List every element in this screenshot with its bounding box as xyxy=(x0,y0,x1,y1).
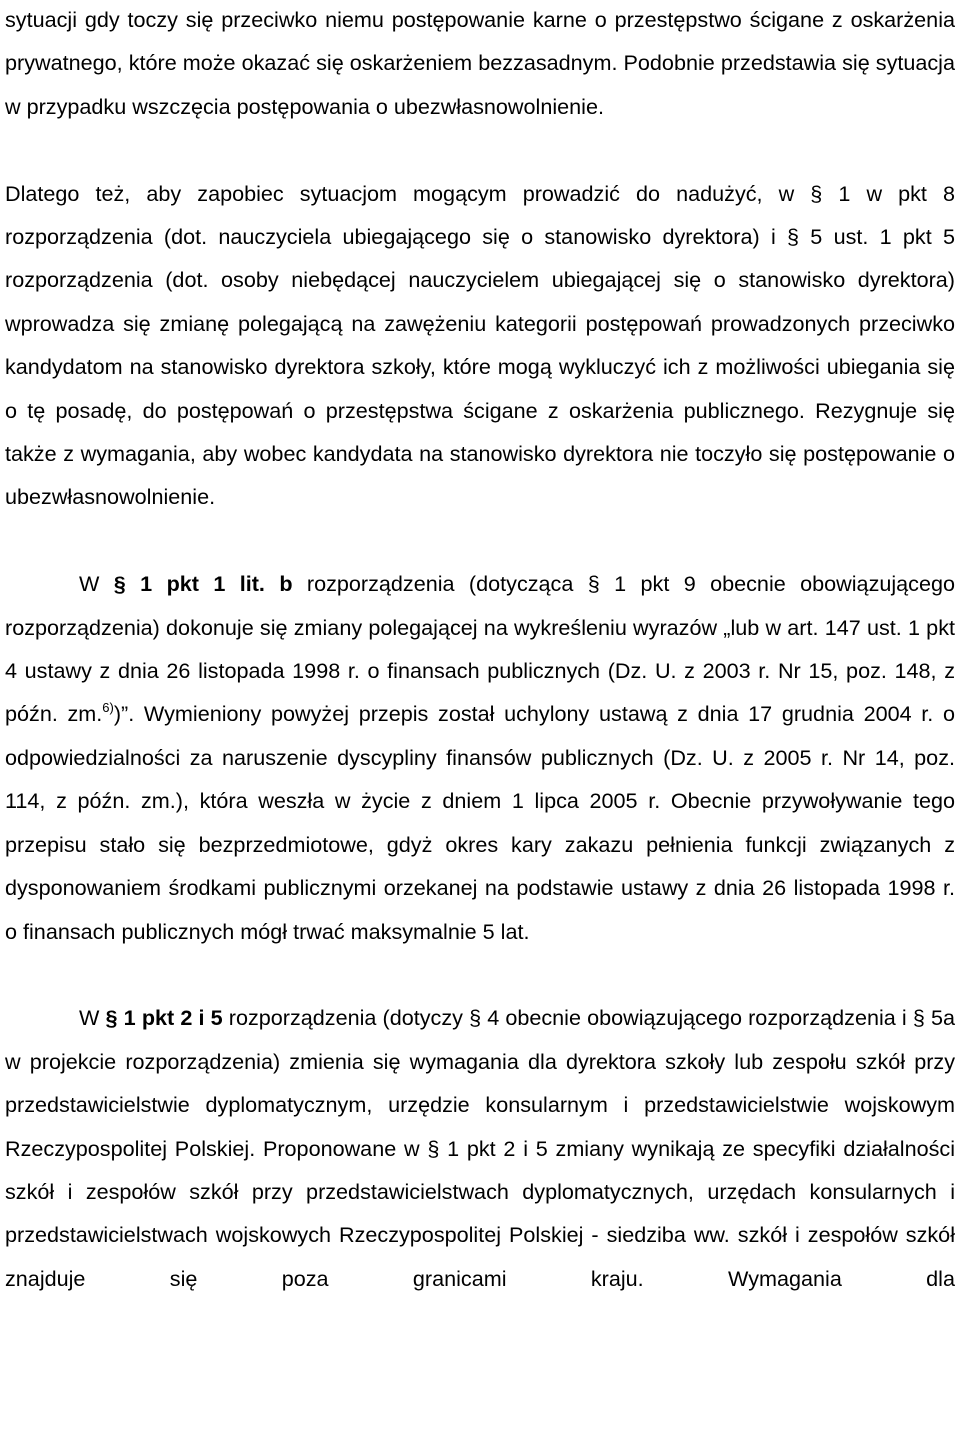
paragraph-2 xyxy=(5,172,955,519)
paragraph-1 xyxy=(5,0,955,128)
paragraph-2-text: Dlatego też, aby zapobiec sytuacjom mogącym prowadzić do nadużyć, w § 1 w pkt 8 rozporządzenia (dot. nauczyciela ubiegającego się o stanowisko dyrektora) i § 5 ust. 1 pkt 5 rozporządzenia (dot. osoby niebędącej nauczycielem ubiegającej się o stanowisko dyrektora) wprowadza się zmianę polegającą na zawężeniu kategorii postępowań prowadzonych przeciwko kandydatom na stanowisko dyrektora szkoły, które mogą wykluczyć ich z możliwości ubiegania się o tę posadę, do postępowań o przestępstwa ścigane z oskarżenia publicznego. Rezygnuje się także z wymagania, aby wobec kandydata na stanowisko dyrektora nie toczyło się postępowanie o ubezwłasnowolnienie. xyxy=(5,180,955,510)
paragraph-gap xyxy=(5,519,955,562)
paragraph-4 xyxy=(5,996,955,1300)
paragraph-4-reference: § 1 pkt 2 i 5 xyxy=(105,1005,223,1031)
paragraph-3-lead: W xyxy=(79,571,100,597)
paragraph-gap xyxy=(5,128,955,171)
paragraph-gap xyxy=(5,953,955,996)
paragraph-3-text-b: )”. Wymieniony powyżej przepis został uchylony ustawą z dnia 17 grudnia 2004 r. o odpowiedzialności za naruszenie dyscypliny finansów publicznych (Dz. U. z 2005 r. Nr 14, poz. 114, z późn. zm.), która weszła w życie z dniem 1 lipca 2005 r. Obecnie przywoływanie tego przepisu stało się bezprzedmiotowe, gdyż okres kary zakazu pełnienia funkcji związanych z dysponowaniem środkami publicznymi orzekanej na podstawie ustawy z dnia 26 listopada 1998 r. o finansach publicznych mógł trwać maksymalnie 5 lat. xyxy=(5,701,955,944)
paragraph-4-text: rozporządzenia (dotyczy § 4 obecnie obowiązującego rozporządzenia i § 5a w projekcie rozporządzenia) zmienia się wymagania dla dyrektora szkoły lub zespołu szkół przy przedstawicielstwie dyplomatycznym, urzędzie konsularnym i przedstawicielstwie wojskowym Rzeczypospolitej Polskiej. Proponowane w § 1 pkt 2 i 5 zmiany wynikają ze specyfiki działalności szkół i zespołów szkół przy przedstawicielstwach dyplomatycznych, urzędach konsularnych i przedstawicielstwach wojskowych Rzeczypospolitej Polskiej - siedziba ww. szkół i zespołów szkół znajduje się poza granicami kraju. Wymagania dla xyxy=(5,1005,955,1291)
paragraph-3 xyxy=(5,562,955,953)
paragraph-3-reference: § 1 pkt 1 lit. b xyxy=(113,571,293,597)
footnote-marker: 6) xyxy=(102,700,114,716)
paragraph-4-lead: W xyxy=(79,1005,100,1031)
paragraph-3-text-a: rozporządzenia (dotycząca § 1 pkt 9 obecnie obowiązującego rozporządzenia) dokonuje się zmiany polegającej na wykreśleniu wyrazów „lub w art. 147 ust. 1 pkt 4 ustawy z dnia 26 listopada 1998 r. o finansach publicznych (Dz. U. z 2003 r. Nr 15, poz. 148, z późn. zm. xyxy=(5,571,956,727)
paragraph-1-text: sytuacji gdy toczy się przeciwko niemu postępowanie karne o przestępstwo ścigane z oskarżenia prywatnego, które może okazać się oskarżeniem bezzasadnym. Podobnie przedstawia się sytuacja w przypadku wszczęcia postępowania o ubezwłasnowolnienie. xyxy=(5,7,955,119)
document-page xyxy=(5,0,955,1300)
